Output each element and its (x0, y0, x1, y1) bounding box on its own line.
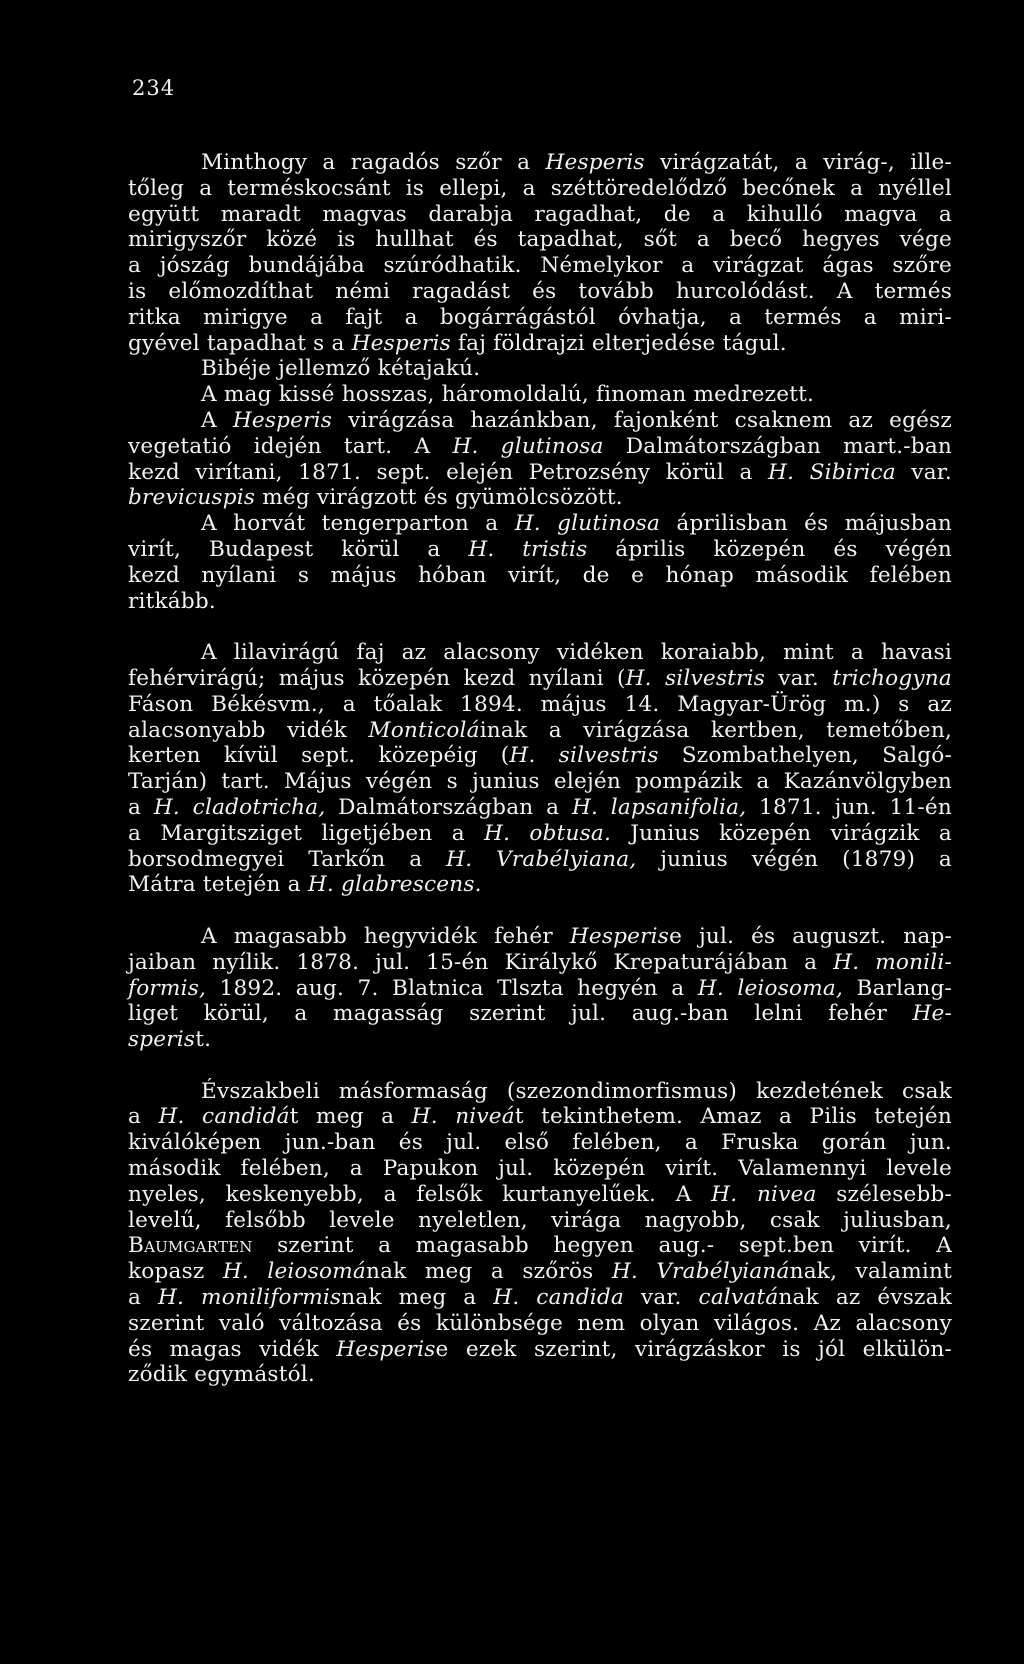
text-run: levelű, felsőbb levele nyeletlen, virága nagyobb, csak juliusban, (128, 1207, 952, 1233)
italic-text: Hesperis (569, 923, 670, 949)
italic-text: H. glutinosa (452, 433, 604, 459)
italic-text: H. silvestris (625, 665, 765, 691)
text-run: vegetatió idején tart. A (128, 433, 453, 459)
text-run: kezd nyílani s május hóban virít, de e hónap második felében (128, 562, 952, 588)
text-run: is előmozdíthat némi ragadást és tovább hurcolódást. A termés (128, 278, 952, 304)
text-line (128, 1079, 952, 1105)
text-run: a Margitsziget ligetjében a (128, 820, 485, 846)
italic-text: calvatá (698, 1285, 779, 1311)
paragraph (128, 511, 952, 614)
text-line (128, 640, 952, 666)
text-run: 1871. jun. 11-én (746, 794, 952, 820)
italic-text: H. leiosomá (222, 1259, 366, 1285)
text-run: Mátra tetején a (128, 872, 308, 898)
text-line (128, 1233, 952, 1259)
text-run: szerint a magasabb hegyen aug.- sept.ben virít. A (252, 1233, 952, 1259)
text-line (128, 305, 952, 331)
italic-text: H. niveá (411, 1104, 515, 1130)
text-line (128, 434, 952, 460)
italic-text: H. nivea (711, 1181, 817, 1207)
text-run: t tekinthetem. Amaz a Pilis tetején (514, 1104, 953, 1130)
italic-text: speris (128, 1027, 196, 1053)
text-run: még virágzott és gyümölcsözött. (255, 485, 623, 511)
text-run: második felében, a Papukon jul. közepén virít. Valamennyi levele (128, 1156, 952, 1182)
text-line (128, 1001, 952, 1027)
body-text (128, 150, 952, 1388)
text-line (128, 1156, 952, 1182)
text-run: gyével tapadhat s a (128, 330, 352, 356)
text-line (128, 485, 952, 511)
text-line (128, 537, 952, 563)
text-run: áprilisban és májusban (660, 511, 952, 537)
text-run: nak meg a (341, 1285, 494, 1311)
paragraph (128, 382, 952, 408)
text-run: virágzása hazánkban, fajonként csaknem az egész (332, 407, 952, 433)
text-run: virít, Budapest körül a (128, 536, 469, 562)
text-run: kiválóképen jun.-ban és jul. első felében, a Fruska gorán jun. (128, 1130, 952, 1156)
text-line (128, 563, 952, 589)
italic-text: H. silvestris (509, 743, 659, 769)
text-run: nak meg a szőrös (365, 1259, 612, 1285)
text-run: Tarján) tart. Május végén s junius elején pompázik a Kazánvölgyben (128, 769, 952, 795)
text-run: Bibéje jellemző kétajakú. (201, 356, 481, 382)
italic-text: H. Vrabélyiana, (446, 846, 637, 872)
text-line (128, 382, 952, 408)
text-line (128, 950, 952, 976)
text-line (128, 1182, 952, 1208)
text-run: a (128, 1285, 158, 1311)
text-line (128, 227, 952, 253)
text-run: t meg a (289, 1104, 412, 1130)
text-run: a (128, 1104, 159, 1130)
text-run: Baumgarten (128, 1233, 253, 1259)
text-line (128, 821, 952, 847)
text-line (128, 331, 952, 357)
text-line (128, 589, 952, 615)
text-run: és magas vidék (128, 1336, 337, 1362)
text-run: var. (895, 459, 952, 485)
page-number: 234 (132, 76, 176, 100)
paragraph (128, 1079, 952, 1389)
text-run: virágzatát, a virág-, ille- (644, 150, 952, 175)
text-run: Dalmátországban a (325, 794, 572, 820)
text-line (128, 872, 952, 898)
italic-text: Monticolá (368, 717, 480, 743)
text-run: borsodmegyei Tarkőn a (128, 846, 447, 872)
text-line (128, 279, 952, 305)
text-run: ződik egymástól. (128, 1362, 315, 1388)
text-run: Fáson Békésvm., a tőalak 1894. május 14. Magyar-Ürög m.) s az (128, 691, 952, 717)
text-run: szerint való változása és különbsége nem olyan világos. Az alacsony (128, 1310, 952, 1336)
text-line (128, 1208, 952, 1234)
text-run: Minthogy a ragadós szőr a (201, 150, 546, 175)
text-run: a (128, 794, 154, 820)
text-line (128, 202, 952, 228)
text-line (128, 718, 952, 744)
text-line (128, 1027, 952, 1053)
italic-text: H. moniliformis (158, 1285, 342, 1311)
italic-text: H. monili- (833, 949, 952, 975)
text-line (128, 1130, 952, 1156)
text-run: fehérvirágú; május közepén kezd nyílani ( (128, 665, 626, 691)
text-run: kopasz (128, 1259, 223, 1285)
text-line (128, 1259, 952, 1285)
text-run: var. (624, 1285, 699, 1311)
italic-text: trichogyna (832, 665, 952, 691)
text-run: nak az évszak (778, 1285, 952, 1311)
text-run: ritkább. (128, 588, 216, 614)
italic-text: H. obtusa. (484, 820, 612, 846)
paragraph (128, 408, 952, 511)
text-run: faj földrajzi elterjedése tágul. (450, 330, 787, 356)
text-run: A magasabb hegyvidék fehér (201, 923, 570, 949)
text-run: nyeles, keskenyebb, a felsők kurtanyelűek. A (128, 1181, 712, 1207)
text-run: tőleg a terméskocsánt is ellepi, a széttöredelődző becőnek a nyéllel (128, 175, 952, 201)
paragraph (128, 640, 952, 898)
text-line (128, 666, 952, 692)
text-line (128, 408, 952, 434)
italic-text: H. Vrabélyianá (611, 1259, 790, 1285)
italic-text: H. tristis (468, 536, 588, 562)
text-run: együtt maradt magvas darabja ragadhat, de a kihulló magva a (128, 201, 952, 227)
text-run: t. (195, 1027, 212, 1053)
text-line (128, 511, 952, 537)
italic-text: Hesperis (232, 407, 333, 433)
italic-text: brevicuspis (128, 485, 256, 511)
text-line (128, 460, 952, 486)
text-line (128, 976, 952, 1002)
text-line (128, 176, 952, 202)
text-run: junius végén (1879) a (636, 846, 953, 872)
text-line (128, 1311, 952, 1337)
italic-text: Hesperis (545, 150, 645, 175)
text-run: kerten kívül sept. közepéig ( (128, 743, 510, 769)
text-line (128, 1285, 952, 1311)
italic-text: H. Sibirica (768, 459, 896, 485)
text-run: kezd virítani, 1871. sept. elején Petrozsény körül a (128, 459, 769, 485)
text-run: Dalmátországban mart.-ban (603, 433, 953, 459)
text-run: mirigyszőr közé is hullhat és tapadhat, sőt a becő hegyes vége (128, 227, 952, 253)
italic-text: He- (912, 1001, 952, 1027)
paragraph (128, 924, 952, 1053)
text-run: A lilavirágú faj az alacsony vidéken koraiabb, mint a havasi (201, 640, 952, 666)
italic-text: H. leiosoma, (697, 975, 844, 1001)
text-run: Junius közepén virágzik a (611, 820, 952, 846)
text-run: var. (764, 665, 833, 691)
text-line (128, 795, 952, 821)
text-run: A mag kissé hosszas, háromoldalú, finoman medrezett. (201, 382, 815, 408)
text-run: szélesebb- (816, 1181, 953, 1207)
text-run: Barlang- (843, 975, 952, 1001)
text-run: a jószág bundájába szúródhatik. Némelykor a virágzat ágas szőre (128, 253, 952, 279)
text-run: ritka mirigye a fajt a bogárrágástól óvhatja, a termés a miri- (128, 304, 952, 330)
text-line (128, 924, 952, 950)
italic-text: H. lapsanifolia, (571, 794, 747, 820)
text-line (128, 356, 952, 382)
text-run: A horvát tengerparton a (201, 511, 515, 537)
text-line (128, 847, 952, 873)
text-line (128, 150, 952, 176)
text-run: e ezek szerint, virágzáskor is jól elkülön- (435, 1336, 952, 1362)
text-run: nak, valamint (789, 1259, 952, 1285)
text-run: inak a virágzása kertben, temetőben, (479, 717, 953, 743)
text-run: 1892. aug. 7. Blatnica Tlszta hegyén a (206, 975, 698, 1001)
text-run: jaiban nyílik. 1878. jul. 15-én Királykő Krepaturájában a (128, 949, 834, 975)
paragraph (128, 150, 952, 356)
italic-text: H. candidá (158, 1104, 290, 1130)
text-line (128, 769, 952, 795)
italic-text: H. glutinosa (514, 511, 661, 537)
text-run: liget körül, a magasság szerint jul. aug.-ban lelni fehér (128, 1001, 913, 1027)
text-run: április közepén és végén (587, 536, 952, 562)
text-line (128, 253, 952, 279)
italic-text: H. candida (493, 1285, 624, 1311)
italic-text: formis, (128, 975, 207, 1001)
italic-text: Hesperis (336, 1336, 436, 1362)
text-run: Szombathelyen, Salgó- (658, 743, 952, 769)
text-line (128, 692, 952, 718)
text-line (128, 1362, 952, 1388)
italic-text: H. cladotricha, (153, 794, 326, 820)
text-run: alacsonyabb vidék (128, 717, 369, 743)
text-run: e jul. és auguszt. nap- (669, 923, 952, 949)
text-line (128, 1337, 952, 1363)
italic-text: Hesperis (351, 330, 451, 356)
text-run: Évszakbeli másformaság (szezondimorfismus) kezdetének csak (201, 1078, 952, 1104)
paragraph (128, 356, 952, 382)
text-line (128, 1104, 952, 1130)
text-run: A (201, 407, 233, 433)
italic-text: H. glabrescens. (307, 872, 482, 898)
text-line (128, 743, 952, 769)
